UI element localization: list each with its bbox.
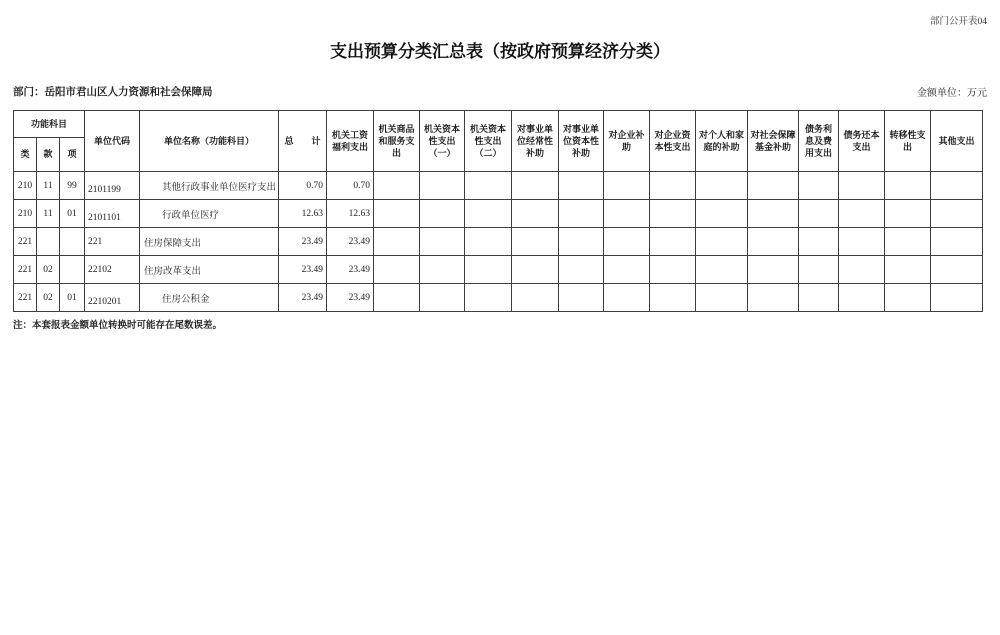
header-row-top: [14, 111, 983, 138]
value-cell: [420, 172, 465, 200]
value-cell: [931, 172, 983, 200]
value-cell: [885, 200, 931, 228]
corner-label: 部门公开表04: [929, 17, 987, 27]
unit-name-cell: 住房改革支出: [140, 256, 279, 284]
total-header: 总 计: [279, 111, 327, 172]
value-cell: 12.63: [327, 200, 374, 228]
amount-unit-label: 金额单位：万元: [917, 88, 987, 99]
value-cell: [839, 200, 885, 228]
unit-code-header: 单位代码: [85, 111, 140, 172]
value-cell: [420, 256, 465, 284]
value-cell: [512, 172, 559, 200]
table-row: [14, 200, 983, 228]
value-cell: 23.49: [279, 284, 327, 312]
section-cell: 11: [37, 172, 60, 200]
value-cell: [420, 284, 465, 312]
value-cell: [748, 256, 799, 284]
value-cell: [885, 284, 931, 312]
unit-name-cell: 行政单位医疗: [140, 200, 279, 228]
value-cell: 12.63: [279, 200, 327, 228]
value-cell: [748, 200, 799, 228]
value-cell: [931, 228, 983, 256]
value-cell: [839, 284, 885, 312]
value-cell: [696, 200, 748, 228]
value-cell: 23.49: [279, 256, 327, 284]
value-cell: [604, 172, 650, 200]
unit-code-cell: 2210201: [85, 284, 140, 312]
value-cell: [559, 284, 604, 312]
value-cell: 0.70: [327, 172, 374, 200]
value-column-header: 债务还本支出: [839, 111, 885, 172]
item-cell: [60, 228, 85, 256]
table-row: [14, 284, 983, 312]
value-cell: [839, 256, 885, 284]
unit-name-cell: 住房保障支出: [140, 228, 279, 256]
value-column-header: 其他支出: [931, 111, 983, 172]
unit-code-cell: 2101199: [85, 172, 140, 200]
value-cell: [374, 228, 420, 256]
value-cell: [696, 284, 748, 312]
value-cell: [604, 284, 650, 312]
value-cell: [748, 284, 799, 312]
value-cell: [465, 284, 512, 312]
value-cell: [465, 228, 512, 256]
value-cell: [650, 256, 696, 284]
class-cell: 221: [14, 228, 37, 256]
unit-code-cell: 2101101: [85, 200, 140, 228]
department-label: 部门：岳阳市君山区人力资源和社会保障局: [13, 87, 213, 98]
value-cell: [465, 256, 512, 284]
section-cell: 02: [37, 284, 60, 312]
value-cell: [512, 256, 559, 284]
meta-row: [13, 84, 987, 99]
value-cell: [650, 284, 696, 312]
section-cell: [37, 228, 60, 256]
value-column-header: 对企业资本性支出: [650, 111, 696, 172]
value-cell: 0.70: [279, 172, 327, 200]
section-cell: 02: [37, 256, 60, 284]
value-cell: [931, 256, 983, 284]
value-cell: [374, 172, 420, 200]
value-column-header: 对事业单位经常性补助: [512, 111, 559, 172]
class-cell: 221: [14, 284, 37, 312]
value-column-header: 机关工资福利支出: [327, 111, 374, 172]
section-header: 款: [37, 138, 60, 172]
value-cell: [696, 256, 748, 284]
value-cell: [604, 200, 650, 228]
item-cell: 01: [60, 200, 85, 228]
item-header: 项: [60, 138, 85, 172]
value-cell: [650, 200, 696, 228]
table-row: [14, 228, 983, 256]
class-cell: 221: [14, 256, 37, 284]
value-column-header: 对社会保障基金补助: [748, 111, 799, 172]
value-cell: [604, 256, 650, 284]
value-cell: [799, 172, 839, 200]
value-cell: [512, 284, 559, 312]
unit-code-cell: 221: [85, 228, 140, 256]
value-cell: [696, 172, 748, 200]
value-cell: [799, 200, 839, 228]
value-cell: [559, 172, 604, 200]
value-column-header: 债务利息及费用支出: [799, 111, 839, 172]
value-cell: [374, 284, 420, 312]
value-cell: [885, 256, 931, 284]
value-column-header: 对企业补助: [604, 111, 650, 172]
class-cell: 210: [14, 172, 37, 200]
value-cell: [696, 228, 748, 256]
value-column-header: 机关商品和服务支出: [374, 111, 420, 172]
page-title: 支出预算分类汇总表（按政府预算经济分类）: [330, 42, 670, 61]
value-cell: [799, 256, 839, 284]
section-cell: 11: [37, 200, 60, 228]
class-header: 类: [14, 138, 37, 172]
item-cell: 99: [60, 172, 85, 200]
footnote: 注：本套报表金额单位转换时可能存在尾数误差。: [13, 321, 223, 331]
value-cell: [559, 228, 604, 256]
table-row: [14, 256, 983, 284]
table-row: [14, 172, 983, 200]
value-cell: [465, 200, 512, 228]
value-cell: [799, 284, 839, 312]
value-cell: [650, 172, 696, 200]
value-cell: [374, 256, 420, 284]
function-subject-group-header: 功能科目: [14, 111, 85, 138]
budget-table: [13, 110, 983, 312]
value-column-header: 转移性支出: [885, 111, 931, 172]
value-cell: [931, 284, 983, 312]
value-column-header: 机关资本性支出（二）: [465, 111, 512, 172]
value-column-header: 对个人和家庭的补助: [696, 111, 748, 172]
value-cell: [650, 228, 696, 256]
value-cell: 23.49: [327, 284, 374, 312]
value-cell: [512, 200, 559, 228]
unit-code-cell: 22102: [85, 256, 140, 284]
value-cell: 23.49: [327, 256, 374, 284]
value-cell: [512, 228, 559, 256]
value-cell: [885, 228, 931, 256]
value-cell: [374, 200, 420, 228]
value-cell: [604, 228, 650, 256]
unit-name-cell: 其他行政事业单位医疗支出: [140, 172, 279, 200]
value-cell: [839, 172, 885, 200]
value-cell: [839, 228, 885, 256]
value-cell: [748, 172, 799, 200]
unit-name-header: 单位名称（功能科目）: [140, 111, 279, 172]
value-cell: [420, 228, 465, 256]
value-cell: [465, 172, 512, 200]
value-column-header: 机关资本性支出（一）: [420, 111, 465, 172]
value-cell: [885, 172, 931, 200]
item-cell: 01: [60, 284, 85, 312]
table-body: [14, 172, 983, 312]
class-cell: 210: [14, 200, 37, 228]
value-cell: [799, 228, 839, 256]
value-cell: 23.49: [279, 228, 327, 256]
value-cell: 23.49: [327, 228, 374, 256]
item-cell: [60, 256, 85, 284]
value-cell: [559, 256, 604, 284]
value-cell: [931, 200, 983, 228]
value-column-header: 对事业单位资本性补助: [559, 111, 604, 172]
unit-name-cell: 住房公积金: [140, 284, 279, 312]
value-cell: [748, 228, 799, 256]
value-cell: [559, 200, 604, 228]
value-cell: [420, 200, 465, 228]
